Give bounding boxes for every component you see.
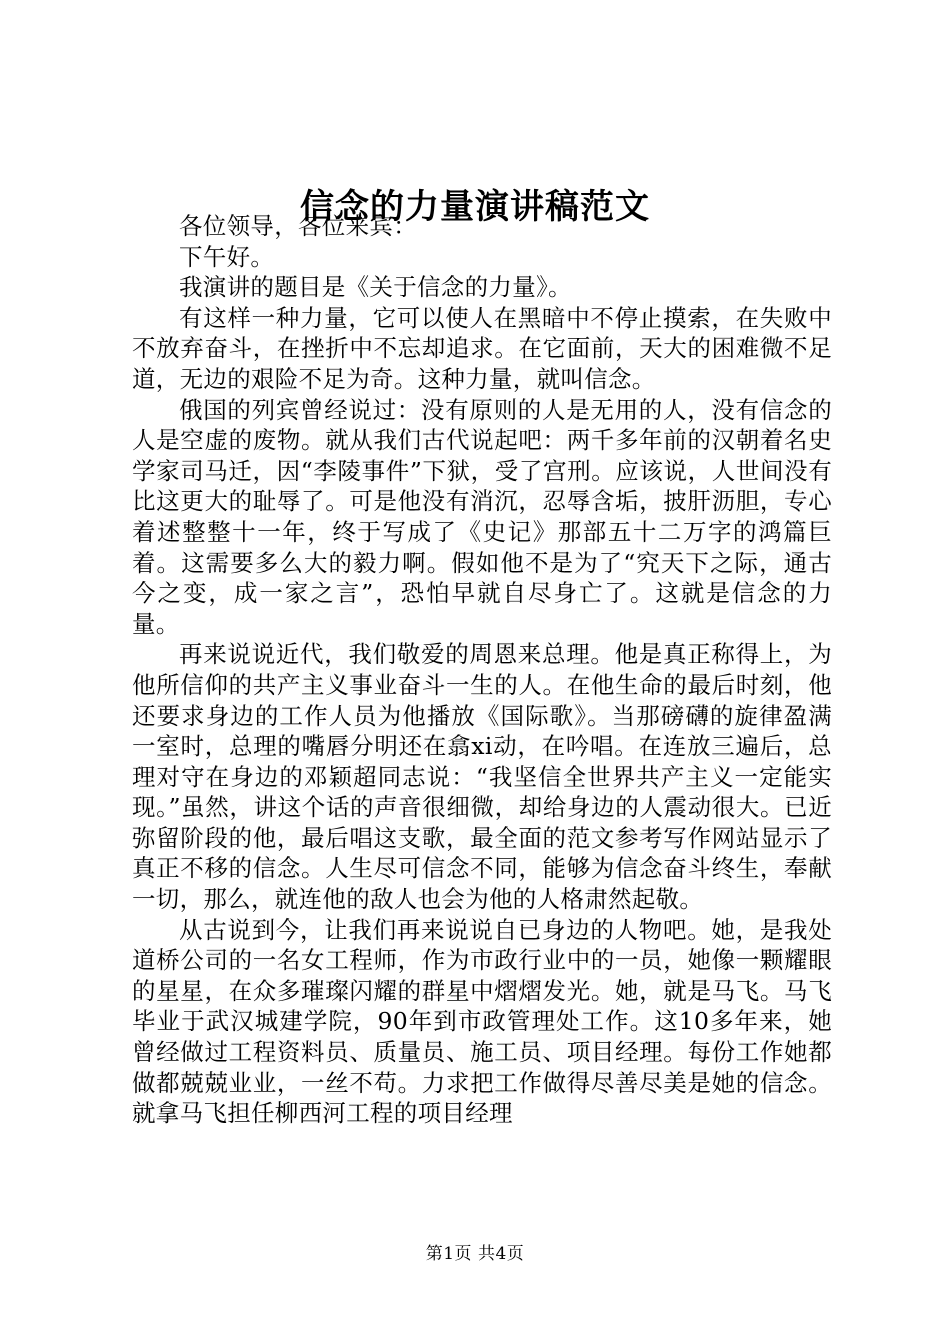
paragraph-zhou-enlai: 再来说说近代，我们敬爱的周恩来总理。他是真正称得上，为他所信仰的共产主义事业奋斗一生的人。在他生命的最后时刻，他还要求身边的工作人员为他播放《国际歌》。当那磅礴的旋律盈满一室时，总理的嘴唇分明还在翕xi动，在吟唱。在连放三遍后，总理对守在身边的邓颖超同志说：“我坚信全世界共产主义一定能实现。”虽然，讲这个话的声音很细微，却给身边的人震动很大。已近弥留阶段的他，最后唱这支歌，最全面的范文参考写作网站显示了真正不移的信念。人生尽可信念不同，能够为信念奋斗终生，奉献一切，那么，就连他的敌人也会为他的人格肃然起敬。: [132, 640, 832, 914]
document-title: 信念的力量演讲稿范文: [300, 187, 650, 227]
page-number-footer: 第1页 共4页: [425, 1244, 525, 1264]
paragraph-ma-fei: 从古说到今，让我们再来说说自已身边的人物吧。她，是我处道桥公司的一名女工程师，作为市政行业中的一员，她像一颗耀眼的星星，在众多璀璨闪耀的群星中熠熠发光。她，就是马飞。马飞毕业于武汉城建学院，90年到市政管理处工作。这10多年来，她曾经做过工程资料员、质量员、施工员、项目经理。每份工作她都做都兢兢业业，一丝不苟。力求把工作做得尽善尽美是她的信念。就拿马飞担任柳西河工程的项目经理: [132, 915, 832, 1128]
paragraph-intro: 有这样一种力量，它可以使人在黑暗中不停止摸索，在失败中不放弃奋斗，在挫折中不忘却追求。在它面前，天大的困难微不足道，无边的艰险不足为奇。这种力量，就叫信念。: [132, 303, 832, 393]
paragraph-salutation: 各位领导，各位来宾：: [179, 212, 417, 240]
document-body: [132, 211, 832, 1129]
paragraph-topic: 我演讲的题目是《关于信念的力量》。: [179, 273, 572, 302]
paragraph-greeting: 下午好。: [179, 242, 275, 271]
paragraph-sima-qian: 俄国的列宾曾经说过：没有原则的人是无用的人，没有信念的人是空虚的废物。就从我们古代说起吧：两千多年前的汉朝着名史学家司马迁，因“李陵事件”下狱，受了宫刑。应该说，人世间没有比这更大的耻辱了。可是他没有消沉，忍辱含垢，披肝沥胆，专心着述整整十一年，终于写成了《史记》那部五十二万字的鸿篇巨着。这需要多么大的毅力啊。假如他不是为了“究天下之际，通古今之变，成一家之言”，恐怕早就自尽身亡了。这就是信念的力量。: [132, 395, 832, 638]
